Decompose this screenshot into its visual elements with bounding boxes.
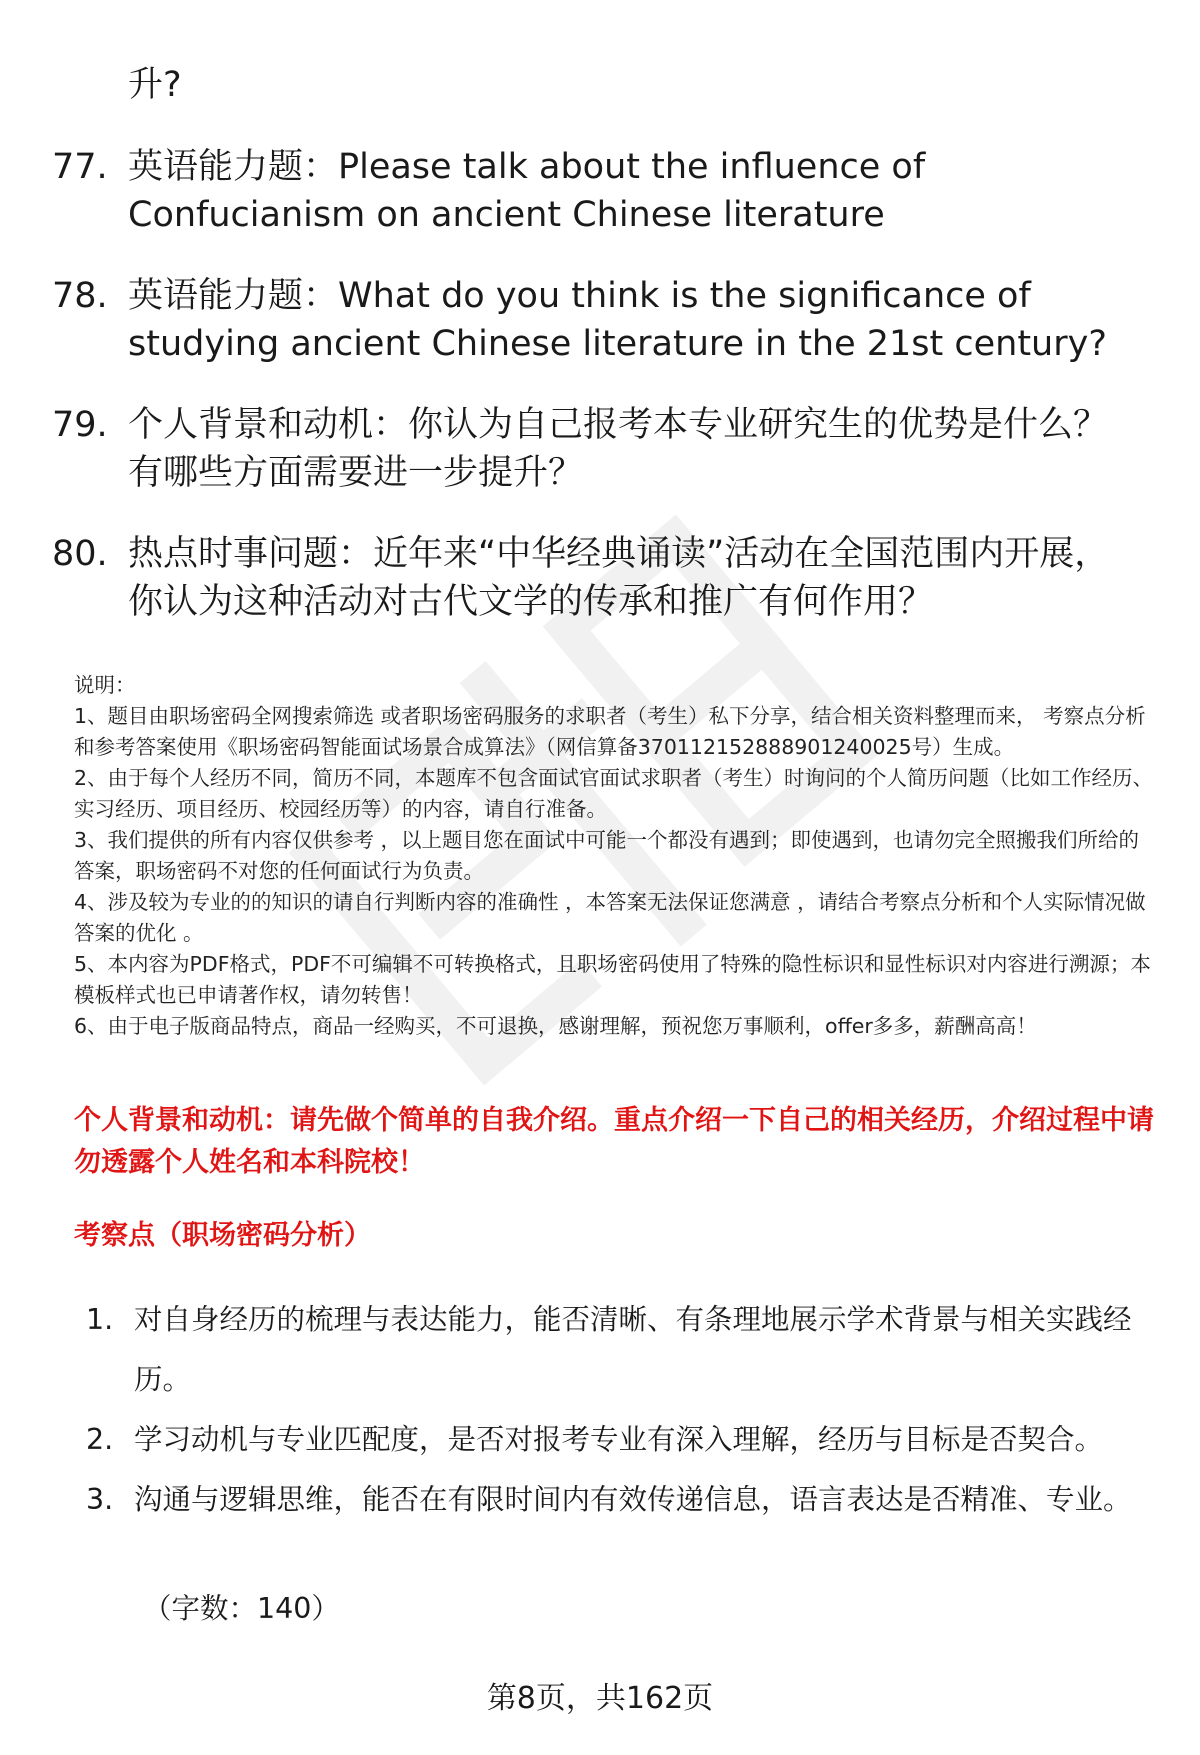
analysis-item — [80, 1470, 1160, 1530]
previous-question-continuation: 升? — [128, 65, 182, 105]
disclaimer-notes — [74, 670, 1154, 1042]
question-item — [52, 272, 1132, 368]
question-list — [52, 143, 1132, 659]
question-item — [52, 401, 1132, 497]
note-item: 3、我们提供的所有内容仅供参考 ，以上题目您在面试中可能一个都没有遇到；即使遇到，也请勿完全照搬我们所给的答案，职场密码不对您的任何面试行为负责。 — [74, 828, 1140, 883]
question-item — [52, 143, 1132, 239]
question-number: 80. — [52, 534, 108, 574]
word-count: （字数：140） — [143, 1592, 340, 1625]
note-item: 1、题目由职场密码全网搜索筛选 或者职场密码服务的求职者（考生）私下分享，结合相关资料整理而来， 考察点分析和参考答案使用《职场密码智能面试场景合成算法》（网信算备370112152888901240025号）生成。 — [74, 704, 1146, 759]
question-text: 英语能力题：Please talk about the influence of Confucianism on ancient Chinese literature — [128, 147, 926, 235]
question-text: 热点时事问题：近年来“中华经典诵读”活动在全国范围内开展，你认为这种活动对古代文学的传承和推广有何作用？ — [128, 534, 1110, 622]
note-item: 5、本内容为PDF格式，PDF不可编辑不可转换格式，且职场密码使用了特殊的隐性标识和显性标识对内容进行溯源；本模板样式也已申请著作权，请勿转售！ — [74, 952, 1151, 1007]
question-number: 78. — [52, 276, 108, 316]
question-number: 79. — [52, 405, 108, 445]
question-number: 77. — [52, 147, 108, 187]
question-text: 英语能力题：What do you think is the significance of studying ancient Chinese literature in the 21st century? — [128, 276, 1107, 364]
analysis-number: 1. — [86, 1303, 114, 1336]
analysis-item — [80, 1290, 1160, 1410]
interview-question-heading: 个人背景和动机：请先做个简单的自我介绍。重点介绍一下自己的相关经历，介绍过程中请勿透露个人姓名和本科院校！ — [74, 1105, 1154, 1178]
analysis-list — [80, 1290, 1160, 1530]
analysis-item — [80, 1410, 1160, 1470]
note-item: 6、由于电子版商品特点，商品一经购买，不可退换，感谢理解，预祝您万事顺利，offer多多，薪酬高高！ — [74, 1014, 1037, 1038]
analysis-heading: 考察点（职场密码分析） — [74, 1220, 371, 1251]
note-item: 2、由于每个人经历不同，简历不同，本题库不包含面试官面试求职者（考生）时询问的个人简历问题（比如工作经历、实习经历、项目经历、校园经历等）的内容，请自行准备。 — [74, 766, 1154, 821]
note-item: 4、涉及较为专业的的知识的请自行判断内容的准确性 ，本答案无法保证您满意 ，请结合考察点分析和个人实际情况做答案的优化 。 — [74, 890, 1146, 945]
analysis-number: 3. — [86, 1483, 114, 1516]
notes-title: 说明： — [74, 673, 136, 697]
page-number: 第8页，共162页 — [486, 1681, 714, 1716]
question-text: 个人背景和动机：你认为自己报考本专业研究生的优势是什么？有哪些方面需要进一步提升？ — [128, 405, 1109, 493]
analysis-number: 2. — [86, 1423, 114, 1456]
question-item — [52, 530, 1132, 626]
analysis-text: 对自身经历的梳理与表达能力，能否清晰、有条理地展示学术背景与相关实践经历。 — [134, 1303, 1132, 1396]
analysis-text: 学习动机与专业匹配度，是否对报考专业有深入理解，经历与目标是否契合。 — [134, 1423, 1104, 1456]
analysis-text: 沟通与逻辑思维，能否在有限时间内有效传递信息，语言表达是否精准、专业。 — [134, 1483, 1132, 1516]
